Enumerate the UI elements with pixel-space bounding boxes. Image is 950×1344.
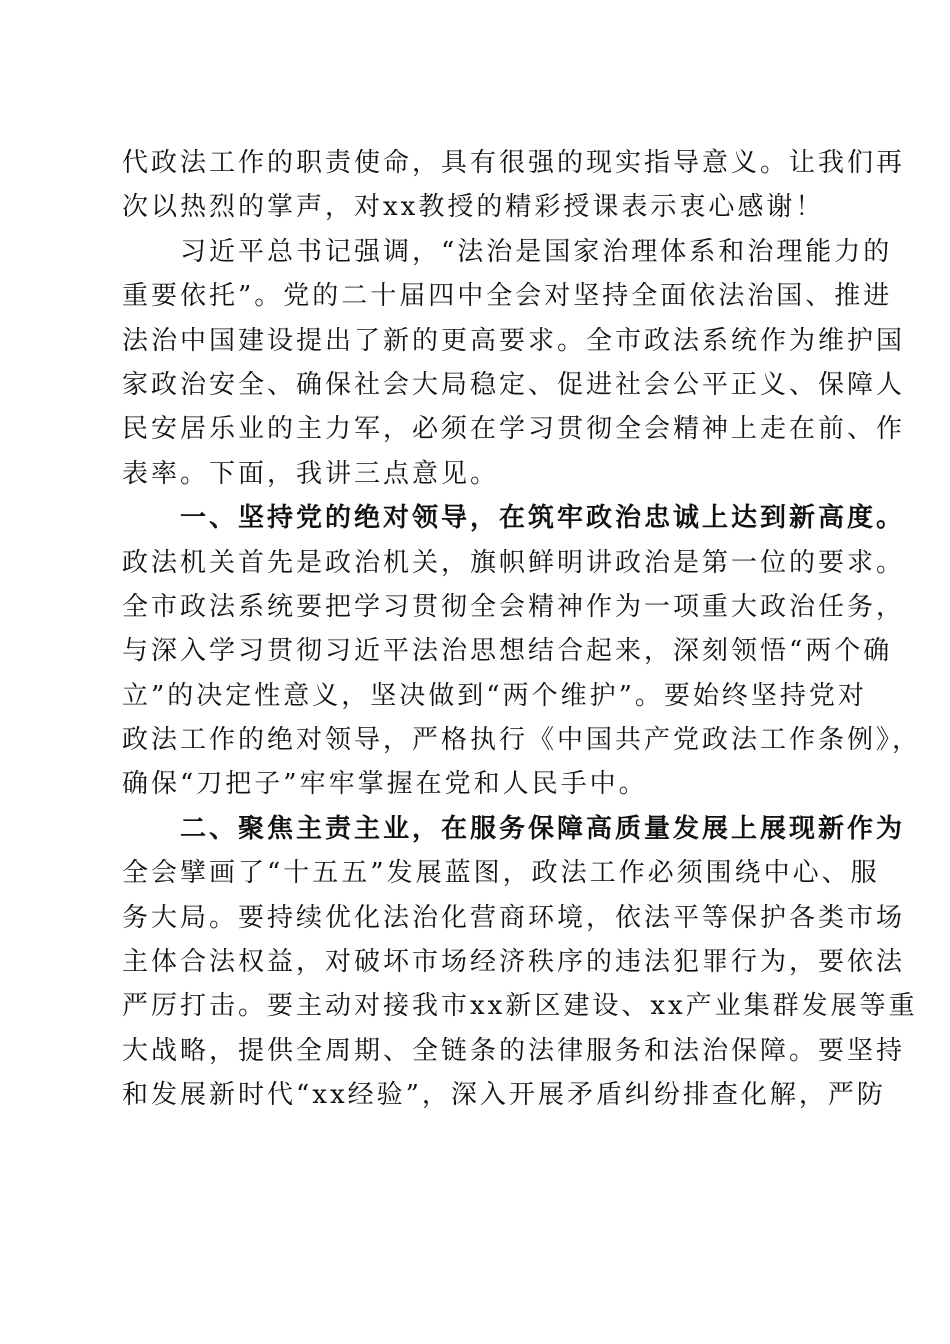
section-heading: 二、聚焦主责主业，在服务保障高质量发展上展现新作为: [122, 813, 906, 844]
text-line: 和发展新时代“xx经验”，深入开展矛盾纠纷排查化解，严防: [122, 1080, 886, 1111]
text-line: 与深入学习贯彻习近平法治思想结合起来，深刻领悟“两个确: [122, 636, 893, 667]
text-line: 全会擘画了“十五五”发展蓝图，政法工作必须围绕中心、服: [122, 858, 880, 889]
text-line: 政法工作的绝对领导，严格执行《中国共产党政法工作条例》，: [122, 725, 922, 756]
text-line: 法治中国建设提出了新的更高要求。全市政法系统作为维护国: [122, 325, 906, 356]
text-line: 主体合法权益，对破坏市场经济秩序的违法犯罪行为，要依法: [122, 947, 906, 978]
text-line: 表率。下面，我讲三点意见。: [122, 458, 500, 489]
document-body: [122, 141, 922, 1118]
text-line: 确保“刀把子”牢牢掌握在党和人民手中。: [122, 769, 648, 800]
text-line: 严厉打击。要主动对接我市xx新区建设、xx产业集群发展等重: [122, 991, 918, 1022]
text-line: 习近平总书记强调，“法治是国家治理体系和治理能力的: [122, 236, 893, 267]
text-line: 务大局。要持续优化法治化营商环境，依法平等保护各类市场: [122, 902, 906, 933]
text-line: 大战略，提供全周期、全链条的法律服务和法治保障。要坚持: [122, 1035, 906, 1066]
text-line: 次以热烈的掌声，对xx教授的精彩授课表示衷心感谢！: [122, 192, 825, 223]
text-line: 立”的决定性意义，坚决做到“两个维护”。要始终坚持党对: [122, 680, 867, 711]
text-line: 重要依托”。党的二十届四中全会对坚持全面依法治国、推进: [122, 281, 893, 312]
text-line: 代政法工作的职责使命，具有很强的现实指导意义。让我们再: [122, 148, 906, 178]
text-line: 全市政法系统要把学习贯彻全会精神作为一项重大政治任务，: [122, 591, 906, 622]
section-heading: 一、坚持党的绝对领导，在筑牢政治忠诚上达到新高度。: [122, 503, 906, 534]
text-line: 民安居乐业的主力军，必须在学习贯彻全会精神上走在前、作: [122, 414, 906, 445]
text-line: 政法机关首先是政治机关，旗帜鲜明讲政治是第一位的要求。: [122, 547, 906, 578]
text-line: 家政治安全、确保社会大局稳定、促进社会公平正义、保障人: [122, 369, 906, 400]
